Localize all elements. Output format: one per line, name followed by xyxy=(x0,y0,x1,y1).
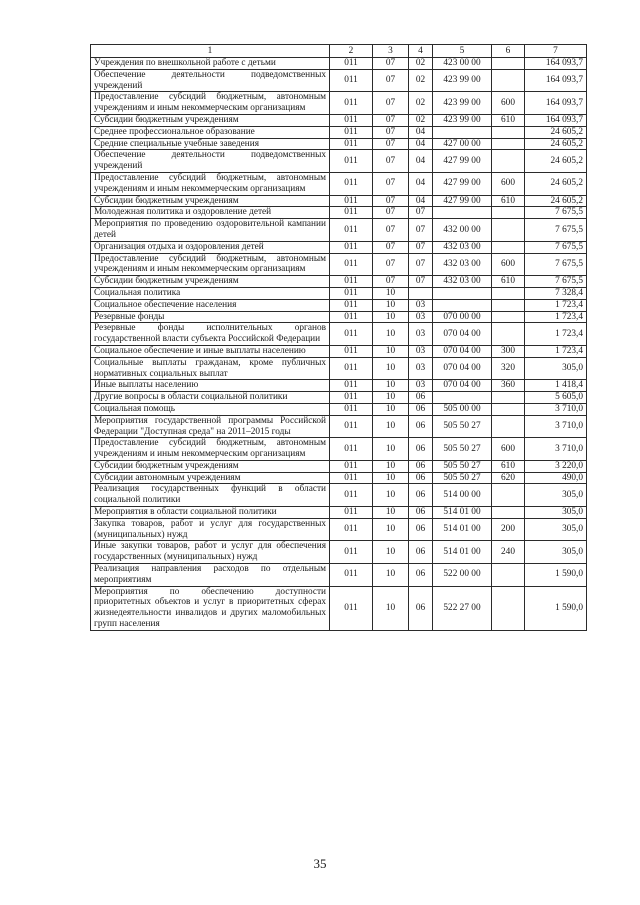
subsection-code: 02 xyxy=(409,114,433,126)
expense-type-code xyxy=(492,241,525,253)
expense-type-code xyxy=(492,415,525,438)
expense-type-code xyxy=(492,126,525,138)
target-article-code: 432 03 00 xyxy=(433,241,492,253)
column-number: 7 xyxy=(525,45,587,58)
expense-type-code xyxy=(492,58,525,70)
amount: 3 710,0 xyxy=(525,415,587,438)
table-row xyxy=(91,287,587,299)
expense-type-code xyxy=(492,586,525,630)
target-article-code: 423 99 00 xyxy=(433,92,492,115)
ministry-code: 011 xyxy=(330,392,373,404)
table-row xyxy=(91,380,587,392)
expense-type-code xyxy=(492,287,525,299)
table-body xyxy=(91,58,587,631)
ministry-code: 011 xyxy=(330,253,373,276)
ministry-code: 011 xyxy=(330,472,373,484)
table-row xyxy=(91,69,587,92)
table-row xyxy=(91,415,587,438)
amount: 1 723,4 xyxy=(525,323,587,346)
table-row xyxy=(91,207,587,219)
row-name: Организация отдыха и оздоровления детей xyxy=(91,241,330,253)
row-name: Субсидии автономным учреждениям xyxy=(91,472,330,484)
subsection-code: 03 xyxy=(409,345,433,357)
amount: 164 093,7 xyxy=(525,69,587,92)
section-code: 07 xyxy=(373,138,409,150)
subsection-code: 06 xyxy=(409,586,433,630)
subsection-code: 03 xyxy=(409,380,433,392)
table-row xyxy=(91,172,587,195)
subsection-code: 02 xyxy=(409,58,433,70)
target-article-code: 423 00 00 xyxy=(433,58,492,70)
row-name: Социальные выплаты гражданам, кроме публичных нормативных социальных выплат xyxy=(91,357,330,380)
target-article-code: 423 99 00 xyxy=(433,69,492,92)
expense-type-code: 360 xyxy=(492,380,525,392)
row-name: Социальное обеспечение населения xyxy=(91,299,330,311)
table-row xyxy=(91,564,587,587)
table-row xyxy=(91,541,587,564)
row-name: Предоставление субсидий бюджетным, автономным учреждениям и иным некоммерческим организациям xyxy=(91,438,330,461)
section-code: 10 xyxy=(373,415,409,438)
column-number: 1 xyxy=(91,45,330,58)
target-article-code: 432 03 00 xyxy=(433,253,492,276)
target-article-code: 505 50 27 xyxy=(433,460,492,472)
row-name: Другие вопросы в области социальной политики xyxy=(91,392,330,404)
subsection-code: 04 xyxy=(409,126,433,138)
table-row xyxy=(91,392,587,404)
subsection-code: 04 xyxy=(409,195,433,207)
subsection-code: 06 xyxy=(409,472,433,484)
subsection-code: 06 xyxy=(409,392,433,404)
amount: 7 675,5 xyxy=(525,253,587,276)
expense-type-code xyxy=(492,219,525,242)
subsection-code: 06 xyxy=(409,438,433,461)
target-article-code: 070 04 00 xyxy=(433,357,492,380)
expense-type-code xyxy=(492,323,525,346)
row-name: Субсидии бюджетным учреждениям xyxy=(91,276,330,288)
table-row xyxy=(91,472,587,484)
section-code: 10 xyxy=(373,507,409,519)
table-row xyxy=(91,438,587,461)
section-code: 07 xyxy=(373,69,409,92)
target-article-code: 505 00 00 xyxy=(433,403,492,415)
target-article-code: 522 00 00 xyxy=(433,564,492,587)
amount: 24 605,2 xyxy=(525,126,587,138)
ministry-code: 011 xyxy=(330,58,373,70)
row-name: Среднее профессиональное образование xyxy=(91,126,330,138)
target-article-code: 070 04 00 xyxy=(433,345,492,357)
subsection-code: 07 xyxy=(409,207,433,219)
amount: 490,0 xyxy=(525,472,587,484)
ministry-code: 011 xyxy=(330,138,373,150)
section-code: 10 xyxy=(373,380,409,392)
expense-type-code xyxy=(492,69,525,92)
ministry-code: 011 xyxy=(330,323,373,346)
ministry-code: 011 xyxy=(330,415,373,438)
expense-type-code xyxy=(492,207,525,219)
amount: 1 418,4 xyxy=(525,380,587,392)
expense-type-code: 600 xyxy=(492,253,525,276)
amount: 164 093,7 xyxy=(525,114,587,126)
section-code: 10 xyxy=(373,484,409,507)
subsection-code: 06 xyxy=(409,507,433,519)
row-name: Обеспечение деятельности подведомственных учреждений xyxy=(91,69,330,92)
ministry-code: 011 xyxy=(330,541,373,564)
amount: 3 220,0 xyxy=(525,460,587,472)
amount: 3 710,0 xyxy=(525,438,587,461)
table-row xyxy=(91,518,587,541)
table-row xyxy=(91,276,587,288)
subsection-code: 06 xyxy=(409,541,433,564)
row-name: Субсидии бюджетным учреждениям xyxy=(91,460,330,472)
ministry-code: 011 xyxy=(330,287,373,299)
table-row xyxy=(91,345,587,357)
ministry-code: 011 xyxy=(330,207,373,219)
section-code: 10 xyxy=(373,438,409,461)
amount: 164 093,7 xyxy=(525,92,587,115)
amount: 164 093,7 xyxy=(525,58,587,70)
target-article-code: 505 50 27 xyxy=(433,438,492,461)
target-article-code: 505 50 27 xyxy=(433,415,492,438)
subsection-code: 04 xyxy=(409,150,433,173)
section-code: 07 xyxy=(373,114,409,126)
ministry-code: 011 xyxy=(330,357,373,380)
ministry-code: 011 xyxy=(330,126,373,138)
row-name: Резервные фонды xyxy=(91,311,330,323)
target-article-code: 514 01 00 xyxy=(433,518,492,541)
ministry-code: 011 xyxy=(330,518,373,541)
target-article-code: 070 00 00 xyxy=(433,311,492,323)
ministry-code: 011 xyxy=(330,438,373,461)
ministry-code: 011 xyxy=(330,484,373,507)
ministry-code: 011 xyxy=(330,564,373,587)
row-name: Средние специальные учебные заведения xyxy=(91,138,330,150)
column-number: 2 xyxy=(330,45,373,58)
row-name: Закупка товаров, работ и услуг для государственных (муниципальных) нужд xyxy=(91,518,330,541)
subsection-code: 03 xyxy=(409,323,433,346)
section-code: 07 xyxy=(373,172,409,195)
column-number-row xyxy=(91,45,587,58)
ministry-code: 011 xyxy=(330,403,373,415)
amount: 5 605,0 xyxy=(525,392,587,404)
row-name: Социальное обеспечение и иные выплаты населению xyxy=(91,345,330,357)
table-row xyxy=(91,138,587,150)
expense-type-code: 610 xyxy=(492,276,525,288)
ministry-code: 011 xyxy=(330,241,373,253)
amount: 24 605,2 xyxy=(525,195,587,207)
subsection-code: 04 xyxy=(409,138,433,150)
column-number: 4 xyxy=(409,45,433,58)
table-row xyxy=(91,403,587,415)
section-code: 10 xyxy=(373,287,409,299)
expense-type-code xyxy=(492,403,525,415)
ministry-code: 011 xyxy=(330,114,373,126)
target-article-code xyxy=(433,207,492,219)
section-code: 07 xyxy=(373,241,409,253)
section-code: 10 xyxy=(373,586,409,630)
table-row xyxy=(91,58,587,70)
target-article-code: 070 04 00 xyxy=(433,323,492,346)
budget-table xyxy=(90,44,587,631)
subsection-code: 04 xyxy=(409,172,433,195)
section-code: 10 xyxy=(373,403,409,415)
column-number: 5 xyxy=(433,45,492,58)
section-code: 10 xyxy=(373,345,409,357)
subsection-code: 03 xyxy=(409,311,433,323)
column-number: 6 xyxy=(492,45,525,58)
amount: 24 605,2 xyxy=(525,172,587,195)
table-row xyxy=(91,195,587,207)
subsection-code: 06 xyxy=(409,415,433,438)
row-name: Учреждения по внешкольной работе с детьми xyxy=(91,58,330,70)
table-row xyxy=(91,92,587,115)
target-article-code xyxy=(433,126,492,138)
amount: 1 590,0 xyxy=(525,586,587,630)
amount: 305,0 xyxy=(525,541,587,564)
table-row xyxy=(91,507,587,519)
section-code: 10 xyxy=(373,323,409,346)
subsection-code: 06 xyxy=(409,518,433,541)
expense-type-code: 600 xyxy=(492,92,525,115)
row-name: Молодежная политика и оздоровление детей xyxy=(91,207,330,219)
section-code: 10 xyxy=(373,472,409,484)
expense-type-code: 600 xyxy=(492,172,525,195)
target-article-code: 432 03 00 xyxy=(433,276,492,288)
subsection-code: 03 xyxy=(409,299,433,311)
amount: 1 590,0 xyxy=(525,564,587,587)
expense-type-code xyxy=(492,299,525,311)
ministry-code: 011 xyxy=(330,92,373,115)
row-name: Мероприятия по обеспечению доступности приоритетных объектов и услуг в приоритетных сферах жизнедеятельности инвалидов и других маломобильных групп населения xyxy=(91,586,330,630)
subsection-code: 07 xyxy=(409,276,433,288)
amount: 7 328,4 xyxy=(525,287,587,299)
table-row xyxy=(91,114,587,126)
expense-type-code: 300 xyxy=(492,345,525,357)
amount: 1 723,4 xyxy=(525,345,587,357)
row-name: Предоставление субсидий бюджетным, автономным учреждениям и иным некоммерческим организациям xyxy=(91,92,330,115)
subsection-code: 07 xyxy=(409,241,433,253)
ministry-code: 011 xyxy=(330,311,373,323)
table-row xyxy=(91,357,587,380)
table-row xyxy=(91,150,587,173)
row-name: Резервные фонды исполнительных органов государственной власти субъекта Российской Федерации xyxy=(91,323,330,346)
expense-type-code xyxy=(492,484,525,507)
row-name: Социальная помощь xyxy=(91,403,330,415)
expense-type-code: 610 xyxy=(492,195,525,207)
subsection-code: 06 xyxy=(409,460,433,472)
expense-type-code xyxy=(492,138,525,150)
subsection-code: 02 xyxy=(409,92,433,115)
section-code: 07 xyxy=(373,276,409,288)
target-article-code xyxy=(433,299,492,311)
section-code: 10 xyxy=(373,564,409,587)
expense-type-code xyxy=(492,311,525,323)
amount: 1 723,4 xyxy=(525,311,587,323)
row-name: Мероприятия государственной программы Российской Федерации "Доступная среда" на 2011–2015 годы xyxy=(91,415,330,438)
target-article-code: 505 50 27 xyxy=(433,472,492,484)
subsection-code xyxy=(409,287,433,299)
table-row xyxy=(91,323,587,346)
ministry-code: 011 xyxy=(330,507,373,519)
target-article-code xyxy=(433,287,492,299)
table-row xyxy=(91,484,587,507)
target-article-code: 427 99 00 xyxy=(433,195,492,207)
table-row xyxy=(91,219,587,242)
table-row xyxy=(91,311,587,323)
amount: 7 675,5 xyxy=(525,219,587,242)
amount: 3 710,0 xyxy=(525,403,587,415)
amount: 7 675,5 xyxy=(525,207,587,219)
target-article-code: 432 00 00 xyxy=(433,219,492,242)
ministry-code: 011 xyxy=(330,150,373,173)
row-name: Предоставление субсидий бюджетным, автономным учреждениям и иным некоммерческим организациям xyxy=(91,253,330,276)
subsection-code: 07 xyxy=(409,253,433,276)
expense-type-code: 600 xyxy=(492,438,525,461)
subsection-code: 06 xyxy=(409,403,433,415)
table-row xyxy=(91,460,587,472)
row-name: Реализация государственных функций в области социальной политики xyxy=(91,484,330,507)
section-code: 10 xyxy=(373,460,409,472)
section-code: 07 xyxy=(373,195,409,207)
amount: 24 605,2 xyxy=(525,150,587,173)
target-article-code: 514 01 00 xyxy=(433,541,492,564)
expense-type-code xyxy=(492,150,525,173)
target-article-code: 427 00 00 xyxy=(433,138,492,150)
amount: 305,0 xyxy=(525,357,587,380)
row-name: Социальная политика xyxy=(91,287,330,299)
ministry-code: 011 xyxy=(330,69,373,92)
target-article-code xyxy=(433,392,492,404)
table-row xyxy=(91,241,587,253)
target-article-code: 070 04 00 xyxy=(433,380,492,392)
subsection-code: 07 xyxy=(409,219,433,242)
expense-type-code: 200 xyxy=(492,518,525,541)
row-name: Реализация направления расходов по отдельным мероприятиям xyxy=(91,564,330,587)
expense-type-code xyxy=(492,507,525,519)
page-number: 35 xyxy=(313,856,327,871)
subsection-code: 06 xyxy=(409,484,433,507)
table-row xyxy=(91,126,587,138)
row-name: Субсидии бюджетным учреждениям xyxy=(91,195,330,207)
section-code: 07 xyxy=(373,150,409,173)
expense-type-code: 620 xyxy=(492,472,525,484)
section-code: 07 xyxy=(373,253,409,276)
expense-type-code xyxy=(492,564,525,587)
expense-type-code: 610 xyxy=(492,114,525,126)
expense-type-code: 320 xyxy=(492,357,525,380)
section-code: 07 xyxy=(373,219,409,242)
ministry-code: 011 xyxy=(330,345,373,357)
ministry-code: 011 xyxy=(330,195,373,207)
row-name: Обеспечение деятельности подведомственных учреждений xyxy=(91,150,330,173)
row-name: Иные закупки товаров, работ и услуг для обеспечения государственных (муниципальных) нужд xyxy=(91,541,330,564)
target-article-code: 522 27 00 xyxy=(433,586,492,630)
table-row xyxy=(91,299,587,311)
expense-type-code: 610 xyxy=(492,460,525,472)
amount: 305,0 xyxy=(525,484,587,507)
section-code: 10 xyxy=(373,541,409,564)
amount: 305,0 xyxy=(525,518,587,541)
section-code: 10 xyxy=(373,357,409,380)
ministry-code: 011 xyxy=(330,586,373,630)
target-article-code: 423 99 00 xyxy=(433,114,492,126)
amount: 7 675,5 xyxy=(525,241,587,253)
section-code: 07 xyxy=(373,126,409,138)
subsection-code: 03 xyxy=(409,357,433,380)
column-number: 3 xyxy=(373,45,409,58)
ministry-code: 011 xyxy=(330,172,373,195)
row-name: Мероприятия по проведению оздоровительной кампании детей xyxy=(91,219,330,242)
subsection-code: 02 xyxy=(409,69,433,92)
ministry-code: 011 xyxy=(330,460,373,472)
row-name: Предоставление субсидий бюджетным, автономным учреждениям и иным некоммерческим организациям xyxy=(91,172,330,195)
section-code: 07 xyxy=(373,92,409,115)
section-code: 07 xyxy=(373,58,409,70)
expense-type-code xyxy=(492,392,525,404)
table-row xyxy=(91,253,587,276)
target-article-code: 514 01 00 xyxy=(433,507,492,519)
section-code: 07 xyxy=(373,207,409,219)
amount: 24 605,2 xyxy=(525,138,587,150)
amount: 305,0 xyxy=(525,507,587,519)
expense-type-code: 240 xyxy=(492,541,525,564)
target-article-code: 514 00 00 xyxy=(433,484,492,507)
section-code: 10 xyxy=(373,392,409,404)
amount: 7 675,5 xyxy=(525,276,587,288)
ministry-code: 011 xyxy=(330,380,373,392)
ministry-code: 011 xyxy=(330,299,373,311)
section-code: 10 xyxy=(373,299,409,311)
section-code: 10 xyxy=(373,311,409,323)
row-name: Иные выплаты населению xyxy=(91,380,330,392)
row-name: Мероприятия в области социальной политики xyxy=(91,507,330,519)
target-article-code: 427 99 00 xyxy=(433,150,492,173)
ministry-code: 011 xyxy=(330,276,373,288)
subsection-code: 06 xyxy=(409,564,433,587)
amount: 1 723,4 xyxy=(525,299,587,311)
table-row xyxy=(91,586,587,630)
ministry-code: 011 xyxy=(330,219,373,242)
row-name: Субсидии бюджетным учреждениям xyxy=(91,114,330,126)
target-article-code: 427 99 00 xyxy=(433,172,492,195)
section-code: 10 xyxy=(373,518,409,541)
